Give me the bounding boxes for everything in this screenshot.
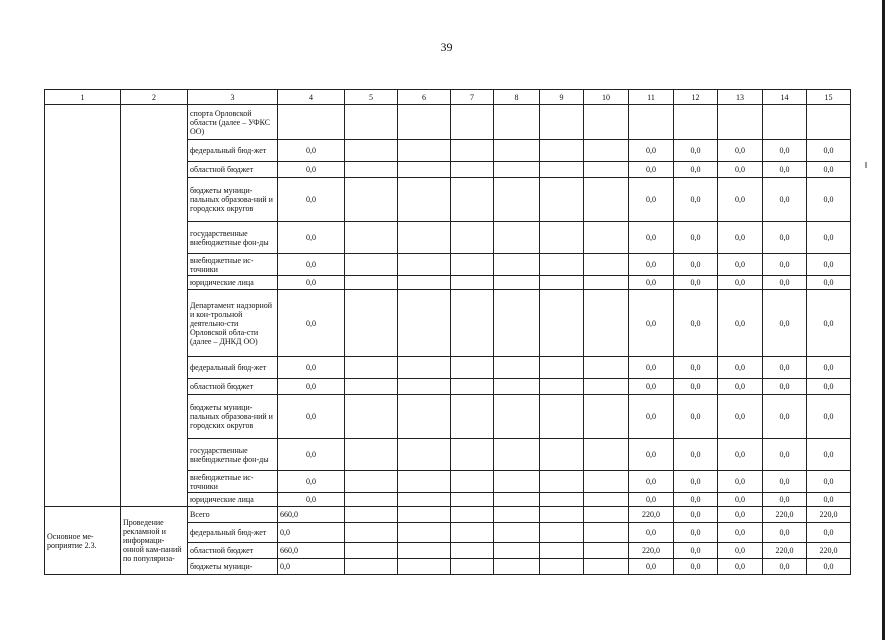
value-cell-col5 xyxy=(345,559,398,575)
value-cell-col15: 0,0 xyxy=(807,162,851,178)
value-cell-col10 xyxy=(584,105,629,140)
value-cell-col13: 0,0 xyxy=(718,140,763,162)
value-cell-col13: 0,0 xyxy=(718,493,763,507)
funding-source: юридические лица xyxy=(188,493,278,507)
page-edge-shadow xyxy=(882,0,885,640)
value-cell-col6 xyxy=(398,162,451,178)
value-cell-col15: 0,0 xyxy=(807,379,851,395)
value-cell-col10 xyxy=(584,162,629,178)
header-cell-7: 7 xyxy=(451,90,494,105)
value-cell-col10 xyxy=(584,559,629,575)
value-cell-col4: 0,0 xyxy=(278,493,345,507)
value-cell-col9 xyxy=(540,507,584,523)
value-cell-col5 xyxy=(345,493,398,507)
value-cell-col7 xyxy=(451,105,494,140)
value-cell-col4: 0,0 xyxy=(278,379,345,395)
budget-table xyxy=(44,89,851,575)
value-cell-col4: 0,0 xyxy=(278,162,345,178)
value-cell-col4: 0,0 xyxy=(278,523,345,543)
value-cell-col4: 0,0 xyxy=(278,395,345,439)
value-cell-col8 xyxy=(494,276,540,290)
header-cell-4: 4 xyxy=(278,90,345,105)
value-cell-col10 xyxy=(584,276,629,290)
value-cell-col4: 0,0 xyxy=(278,559,345,575)
value-cell-col9 xyxy=(540,105,584,140)
value-cell-col6 xyxy=(398,395,451,439)
value-cell-col4: 0,0 xyxy=(278,471,345,493)
funding-source: бюджеты муници-пальных образова-ний и городских округов xyxy=(188,178,278,222)
value-cell-col10 xyxy=(584,140,629,162)
value-cell-col6 xyxy=(398,222,451,254)
value-cell-col11: 0,0 xyxy=(629,395,674,439)
value-cell-col7 xyxy=(451,140,494,162)
value-cell-col8 xyxy=(494,178,540,222)
value-cell-col5 xyxy=(345,439,398,471)
value-cell-col7 xyxy=(451,559,494,575)
value-cell-col11: 0,0 xyxy=(629,559,674,575)
value-cell-col13: 0,0 xyxy=(718,507,763,523)
value-cell-col8 xyxy=(494,395,540,439)
value-cell-col8 xyxy=(494,507,540,523)
value-cell-col9 xyxy=(540,140,584,162)
funding-source: спорта Орловской области (далее – УФКС ОО) xyxy=(188,105,278,140)
header-cell-2: 2 xyxy=(121,90,188,105)
value-cell-col12: 0,0 xyxy=(674,290,718,357)
value-cell-col4 xyxy=(278,105,345,140)
value-cell-col12: 0,0 xyxy=(674,507,718,523)
header-cell-11: 11 xyxy=(629,90,674,105)
value-cell-col12 xyxy=(674,105,718,140)
value-cell-col6 xyxy=(398,290,451,357)
value-cell-col10 xyxy=(584,439,629,471)
value-cell-col14: 0,0 xyxy=(763,222,807,254)
value-cell-col12: 0,0 xyxy=(674,140,718,162)
value-cell-col4: 0,0 xyxy=(278,178,345,222)
value-cell-col9 xyxy=(540,162,584,178)
value-cell-col8 xyxy=(494,222,540,254)
value-cell-col7 xyxy=(451,523,494,543)
value-cell-col5 xyxy=(345,507,398,523)
continued-cell-col1 xyxy=(45,105,121,507)
value-cell-col5 xyxy=(345,254,398,276)
value-cell-col4: 0,0 xyxy=(278,357,345,379)
value-cell-col7 xyxy=(451,254,494,276)
value-cell-col6 xyxy=(398,439,451,471)
header-cell-6: 6 xyxy=(398,90,451,105)
value-cell-col11: 220,0 xyxy=(629,507,674,523)
value-cell-col8 xyxy=(494,105,540,140)
margin-mark xyxy=(865,162,867,168)
value-cell-col15: 0,0 xyxy=(807,254,851,276)
header-cell-5: 5 xyxy=(345,90,398,105)
event-label: Основное ме-роприятие 2.3. xyxy=(45,507,121,575)
header-cell-14: 14 xyxy=(763,90,807,105)
value-cell-col12: 0,0 xyxy=(674,276,718,290)
value-cell-col12: 0,0 xyxy=(674,379,718,395)
funding-source: бюджеты муници-пальных образова-ний и городских округов xyxy=(188,395,278,439)
value-cell-col15: 0,0 xyxy=(807,395,851,439)
value-cell-col4: 0,0 xyxy=(278,140,345,162)
value-cell-col5 xyxy=(345,276,398,290)
event-description: Проведение рекламной и информаци-онной кам-паний по популяриза- xyxy=(121,507,188,575)
value-cell-col6 xyxy=(398,140,451,162)
value-cell-col15: 220,0 xyxy=(807,543,851,559)
value-cell-col13 xyxy=(718,105,763,140)
value-cell-col6 xyxy=(398,559,451,575)
value-cell-col6 xyxy=(398,357,451,379)
value-cell-col5 xyxy=(345,543,398,559)
value-cell-col8 xyxy=(494,379,540,395)
value-cell-col11: 0,0 xyxy=(629,523,674,543)
value-cell-col5 xyxy=(345,140,398,162)
value-cell-col11: 0,0 xyxy=(629,439,674,471)
header-cell-1: 1 xyxy=(45,90,121,105)
header-cell-8: 8 xyxy=(494,90,540,105)
value-cell-col15: 220,0 xyxy=(807,507,851,523)
funding-source: федеральный бюд-жет xyxy=(188,357,278,379)
value-cell-col11: 0,0 xyxy=(629,254,674,276)
value-cell-col15: 0,0 xyxy=(807,493,851,507)
value-cell-col10 xyxy=(584,290,629,357)
funding-source: областной бюджет xyxy=(188,379,278,395)
value-cell-col14: 0,0 xyxy=(763,357,807,379)
value-cell-col11: 0,0 xyxy=(629,276,674,290)
value-cell-col15: 0,0 xyxy=(807,222,851,254)
value-cell-col8 xyxy=(494,162,540,178)
value-cell-col6 xyxy=(398,276,451,290)
value-cell-col5 xyxy=(345,162,398,178)
value-cell-col15: 0,0 xyxy=(807,178,851,222)
value-cell-col5 xyxy=(345,105,398,140)
value-cell-col12: 0,0 xyxy=(674,559,718,575)
value-cell-col14: 0,0 xyxy=(763,439,807,471)
value-cell-col15: 0,0 xyxy=(807,471,851,493)
value-cell-col9 xyxy=(540,559,584,575)
value-cell-col6 xyxy=(398,493,451,507)
value-cell-col11: 0,0 xyxy=(629,178,674,222)
value-cell-col11: 0,0 xyxy=(629,222,674,254)
value-cell-col5 xyxy=(345,178,398,222)
value-cell-col15 xyxy=(807,105,851,140)
value-cell-col14: 0,0 xyxy=(763,523,807,543)
value-cell-col11: 0,0 xyxy=(629,493,674,507)
funding-source: бюджеты муници- xyxy=(188,559,278,575)
value-cell-col12: 0,0 xyxy=(674,162,718,178)
header-cell-13: 13 xyxy=(718,90,763,105)
value-cell-col15: 0,0 xyxy=(807,276,851,290)
value-cell-col6 xyxy=(398,523,451,543)
value-cell-col10 xyxy=(584,543,629,559)
value-cell-col5 xyxy=(345,290,398,357)
value-cell-col14: 0,0 xyxy=(763,290,807,357)
value-cell-col11: 0,0 xyxy=(629,357,674,379)
value-cell-col13: 0,0 xyxy=(718,523,763,543)
value-cell-col4: 660,0 xyxy=(278,543,345,559)
value-cell-col11: 0,0 xyxy=(629,290,674,357)
value-cell-col11: 0,0 xyxy=(629,379,674,395)
value-cell-col6 xyxy=(398,254,451,276)
continued-cell-col2 xyxy=(121,105,188,507)
value-cell-col10 xyxy=(584,178,629,222)
value-cell-col13: 0,0 xyxy=(718,357,763,379)
value-cell-col6 xyxy=(398,178,451,222)
value-cell-col5 xyxy=(345,395,398,439)
value-cell-col14: 220,0 xyxy=(763,543,807,559)
value-cell-col10 xyxy=(584,523,629,543)
value-cell-col10 xyxy=(584,507,629,523)
value-cell-col8 xyxy=(494,439,540,471)
value-cell-col8 xyxy=(494,357,540,379)
value-cell-col5 xyxy=(345,222,398,254)
funding-source: государственные внебюджетные фон-ды xyxy=(188,439,278,471)
value-cell-col7 xyxy=(451,290,494,357)
value-cell-col13: 0,0 xyxy=(718,276,763,290)
value-cell-col12: 0,0 xyxy=(674,493,718,507)
value-cell-col9 xyxy=(540,222,584,254)
value-cell-col9 xyxy=(540,379,584,395)
value-cell-col12: 0,0 xyxy=(674,357,718,379)
header-row xyxy=(45,90,851,105)
value-cell-col9 xyxy=(540,439,584,471)
value-cell-col7 xyxy=(451,471,494,493)
value-cell-col13: 0,0 xyxy=(718,162,763,178)
value-cell-col9 xyxy=(540,178,584,222)
value-cell-col9 xyxy=(540,471,584,493)
value-cell-col9 xyxy=(540,357,584,379)
value-cell-col12: 0,0 xyxy=(674,471,718,493)
value-cell-col12: 0,0 xyxy=(674,439,718,471)
value-cell-col10 xyxy=(584,357,629,379)
value-cell-col11: 0,0 xyxy=(629,140,674,162)
value-cell-col4: 0,0 xyxy=(278,439,345,471)
value-cell-col7 xyxy=(451,222,494,254)
funding-source: областной бюджет xyxy=(188,543,278,559)
value-cell-col14: 0,0 xyxy=(763,162,807,178)
value-cell-col10 xyxy=(584,493,629,507)
funding-source: государственные внебюджетные фон-ды xyxy=(188,222,278,254)
value-cell-col4: 0,0 xyxy=(278,290,345,357)
value-cell-col6 xyxy=(398,105,451,140)
value-cell-col10 xyxy=(584,471,629,493)
value-cell-col7 xyxy=(451,395,494,439)
value-cell-col8 xyxy=(494,493,540,507)
value-cell-col8 xyxy=(494,290,540,357)
value-cell-col13: 0,0 xyxy=(718,471,763,493)
value-cell-col12: 0,0 xyxy=(674,523,718,543)
value-cell-col13: 0,0 xyxy=(718,439,763,471)
value-cell-col15: 0,0 xyxy=(807,357,851,379)
value-cell-col15: 0,0 xyxy=(807,523,851,543)
value-cell-col7 xyxy=(451,162,494,178)
value-cell-col9 xyxy=(540,543,584,559)
value-cell-col13: 0,0 xyxy=(718,222,763,254)
value-cell-col13: 0,0 xyxy=(718,290,763,357)
funding-source: внебюджетные ис-точники xyxy=(188,254,278,276)
header-cell-3: 3 xyxy=(188,90,278,105)
value-cell-col14 xyxy=(763,105,807,140)
value-cell-col11: 220,0 xyxy=(629,543,674,559)
value-cell-col10 xyxy=(584,222,629,254)
value-cell-col7 xyxy=(451,178,494,222)
value-cell-col8 xyxy=(494,559,540,575)
value-cell-col13: 0,0 xyxy=(718,543,763,559)
funding-source: Департамент надзорной и кон-трольной деятельно-сти Орловской обла-сти (далее – ДНКД ОО) xyxy=(188,290,278,357)
value-cell-col8 xyxy=(494,523,540,543)
value-cell-col11 xyxy=(629,105,674,140)
value-cell-col9 xyxy=(540,523,584,543)
value-cell-col14: 0,0 xyxy=(763,493,807,507)
value-cell-col7 xyxy=(451,493,494,507)
value-cell-col13: 0,0 xyxy=(718,559,763,575)
value-cell-col6 xyxy=(398,379,451,395)
funding-source: федеральный бюд-жет xyxy=(188,140,278,162)
value-cell-col7 xyxy=(451,439,494,471)
value-cell-col15: 0,0 xyxy=(807,559,851,575)
table-row xyxy=(45,507,851,523)
value-cell-col4: 0,0 xyxy=(278,222,345,254)
value-cell-col14: 0,0 xyxy=(763,379,807,395)
header-cell-15: 15 xyxy=(807,90,851,105)
value-cell-col8 xyxy=(494,254,540,276)
value-cell-col15: 0,0 xyxy=(807,439,851,471)
value-cell-col9 xyxy=(540,290,584,357)
value-cell-col9 xyxy=(540,254,584,276)
value-cell-col10 xyxy=(584,254,629,276)
value-cell-col11: 0,0 xyxy=(629,162,674,178)
value-cell-col14: 0,0 xyxy=(763,178,807,222)
funding-source: внебюджетные ис-точники xyxy=(188,471,278,493)
value-cell-col7 xyxy=(451,507,494,523)
value-cell-col10 xyxy=(584,395,629,439)
value-cell-col13: 0,0 xyxy=(718,254,763,276)
value-cell-col15: 0,0 xyxy=(807,140,851,162)
funding-source: юридические лица xyxy=(188,276,278,290)
value-cell-col12: 0,0 xyxy=(674,543,718,559)
funding-source: федеральный бюд-жет xyxy=(188,523,278,543)
page-number: 39 xyxy=(440,40,453,54)
value-cell-col14: 220,0 xyxy=(763,507,807,523)
header-cell-9: 9 xyxy=(540,90,584,105)
value-cell-col5 xyxy=(345,357,398,379)
value-cell-col5 xyxy=(345,471,398,493)
value-cell-col4: 0,0 xyxy=(278,276,345,290)
value-cell-col12: 0,0 xyxy=(674,395,718,439)
value-cell-col6 xyxy=(398,543,451,559)
funding-source: областной бюджет xyxy=(188,162,278,178)
value-cell-col14: 0,0 xyxy=(763,276,807,290)
value-cell-col9 xyxy=(540,493,584,507)
value-cell-col9 xyxy=(540,276,584,290)
value-cell-col7 xyxy=(451,379,494,395)
value-cell-col14: 0,0 xyxy=(763,140,807,162)
value-cell-col15: 0,0 xyxy=(807,290,851,357)
funding-source: Всего xyxy=(188,507,278,523)
value-cell-col5 xyxy=(345,523,398,543)
value-cell-col14: 0,0 xyxy=(763,395,807,439)
value-cell-col10 xyxy=(584,379,629,395)
value-cell-col9 xyxy=(540,395,584,439)
value-cell-col5 xyxy=(345,379,398,395)
value-cell-col13: 0,0 xyxy=(718,379,763,395)
value-cell-col8 xyxy=(494,140,540,162)
value-cell-col12: 0,0 xyxy=(674,178,718,222)
value-cell-col6 xyxy=(398,507,451,523)
value-cell-col14: 0,0 xyxy=(763,471,807,493)
value-cell-col12: 0,0 xyxy=(674,222,718,254)
value-cell-col14: 0,0 xyxy=(763,254,807,276)
value-cell-col6 xyxy=(398,471,451,493)
header-cell-10: 10 xyxy=(584,90,629,105)
value-cell-col11: 0,0 xyxy=(629,471,674,493)
value-cell-col7 xyxy=(451,543,494,559)
value-cell-col7 xyxy=(451,276,494,290)
value-cell-col8 xyxy=(494,543,540,559)
value-cell-col14: 0,0 xyxy=(763,559,807,575)
header-cell-12: 12 xyxy=(674,90,718,105)
table-row xyxy=(45,105,851,140)
value-cell-col12: 0,0 xyxy=(674,254,718,276)
value-cell-col13: 0,0 xyxy=(718,178,763,222)
value-cell-col4: 660,0 xyxy=(278,507,345,523)
value-cell-col8 xyxy=(494,471,540,493)
value-cell-col4: 0,0 xyxy=(278,254,345,276)
value-cell-col7 xyxy=(451,357,494,379)
value-cell-col13: 0,0 xyxy=(718,395,763,439)
